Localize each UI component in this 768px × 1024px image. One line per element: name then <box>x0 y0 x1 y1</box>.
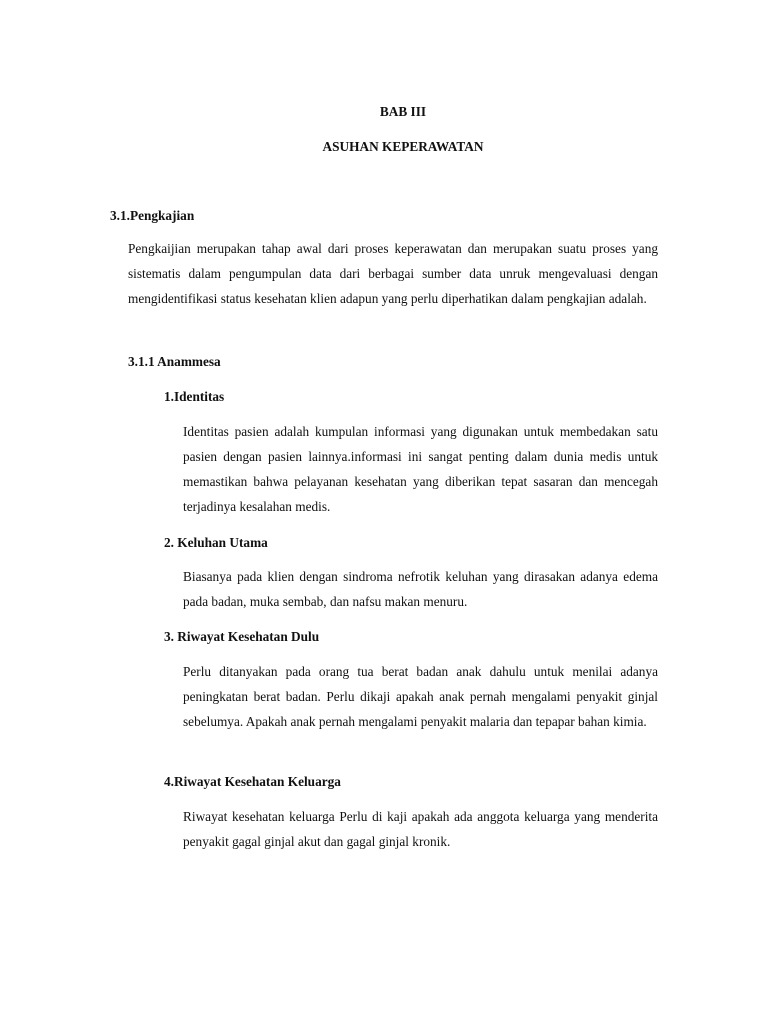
item-text-keluhan-utama: Biasanya pada klien dengan sindroma nefrotik keluhan yang dirasakan adanya edema pada badan, muka sembab, dan nafsu makan menuru. <box>183 569 658 609</box>
item-heading-riwayat-dulu: 3. Riwayat Kesehatan Dulu <box>164 629 320 644</box>
item-text-riwayat-keluarga: Riwayat kesehatan keluarga Perlu di kaji apakah ada anggota keluarga yang menderita penyakit gagal ginjal akut dan gagal ginjal kronik. <box>183 809 658 849</box>
item-heading-keluhan-utama: 2. Keluhan Utama <box>164 535 268 550</box>
item-heading-riwayat-keluarga: 4.Riwayat Kesehatan Keluarga <box>164 774 341 789</box>
item-text-riwayat-dulu: Perlu ditanyakan pada orang tua berat badan anak dahulu untuk menilai adanya peningkatan berat badan. Perlu dikaji apakah anak pernah mengalami penyakit ginjal sebelumya. Apakah anak pernah mengalami penyakit malaria dan tepapar bahan kimia. <box>183 664 658 729</box>
item-heading-identitas: 1.Identitas <box>164 389 225 404</box>
chapter-number: BAB III <box>379 104 427 119</box>
item-text-identitas: Identitas pasien adalah kumpulan informasi yang digunakan untuk membedakan satu pasien dengan pasien lainnya.informasi ini sangat penting dalam dunia medis untuk memastikan bahwa pelayanan kesehatan yang diberikan tepat sasaran dan mencegah terjadinya kesalahan medis. <box>183 424 658 514</box>
section-paragraph: Pengkaijian merupakan tahap awal dari proses keperawatan dan merupakan suatu proses yang sistematis dalam pengumpulan data dari berbagai sumber data unruk mengevaluasi dengan mengidentifikasi status kesehatan klien adapun yang perlu diperhatikan dalam pengkajian adalah. <box>128 241 658 306</box>
chapter-title: ASUHAN KEPERAWATAN <box>322 139 484 154</box>
section-heading: 3.1.Pengkajian <box>110 208 195 223</box>
subsection-heading: 3.1.1 Anammesa <box>128 354 221 369</box>
